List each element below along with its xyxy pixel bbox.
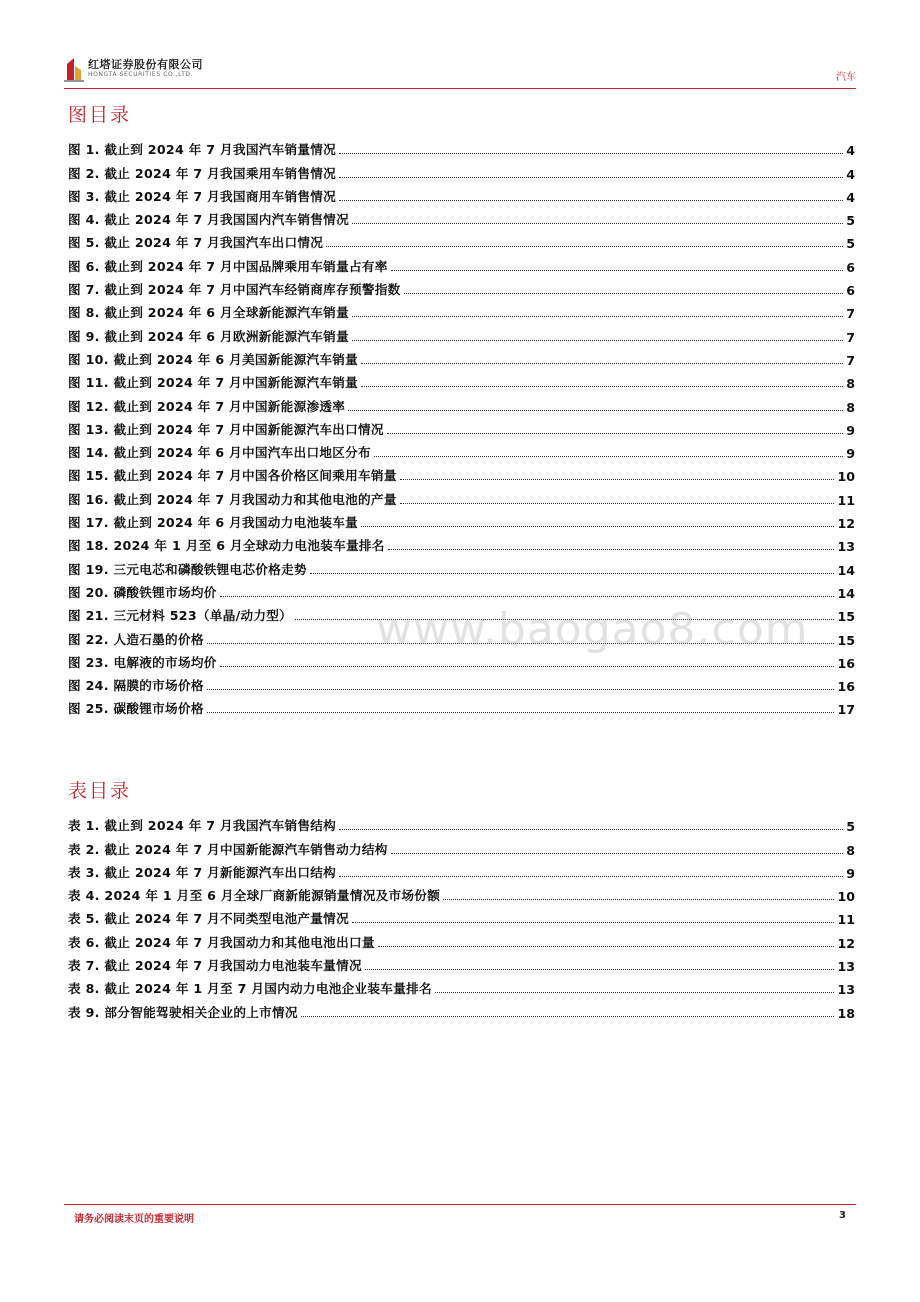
figure-toc-row[interactable]: [68, 368, 855, 391]
toc-entry-label[interactable]: 图 3. 截止 2024 年 7 月我国商用车销售情况: [68, 188, 337, 204]
toc-entry-page[interactable]: 18: [837, 1005, 855, 1021]
toc-entry-label[interactable]: 图 4. 截止 2024 年 7 月我国国内汽车销售情况: [68, 212, 349, 228]
company-logo: [64, 54, 284, 84]
figure-toc-row[interactable]: [68, 438, 855, 461]
figure-toc-row[interactable]: [68, 228, 855, 251]
toc-entry-page[interactable]: 5: [846, 213, 855, 229]
toc-leader-dots: [400, 503, 835, 504]
table-toc-row[interactable]: [68, 927, 855, 950]
figure-toc-row[interactable]: [68, 694, 855, 717]
toc-entry-label[interactable]: 表 4. 2024 年 1 月至 6 月全球厂商新能源销量情况及市场份额: [68, 888, 441, 904]
figure-toc-row[interactable]: [68, 391, 855, 414]
toc-leader-dots: [374, 456, 843, 457]
page-footer: [64, 1204, 856, 1227]
toc-entry-label[interactable]: 表 9. 部分智能驾驶相关企业的上市情况: [68, 1004, 298, 1020]
figures-toc-title: 图目录: [68, 104, 132, 126]
toc-entry-page[interactable]: 8: [846, 399, 855, 415]
toc-entry-label[interactable]: 图 8. 截止到 2024 年 6 月全球新能源汽车销量: [68, 305, 349, 321]
company-name-cn: 红塔证券股份有限公司: [88, 58, 203, 71]
tables-toc-title: 表目录: [68, 780, 132, 802]
toc-entry-label[interactable]: 图 21. 三元材料 523（单晶/动力型）: [68, 608, 293, 624]
toc-leader-dots: [365, 969, 835, 970]
toc-entry-page[interactable]: 9: [846, 446, 855, 462]
figure-toc-row[interactable]: [68, 484, 855, 507]
toc-entry-label[interactable]: 图 10. 截止到 2024 年 6 月美国新能源汽车销量: [68, 351, 359, 367]
toc-entry-label[interactable]: 图 19. 三元电芯和磷酸铁锂电芯价格走势: [68, 561, 307, 577]
toc-entry-page[interactable]: 10: [837, 889, 855, 905]
toc-entry-page[interactable]: 10: [837, 469, 855, 485]
page-number: 3: [839, 1210, 846, 1221]
toc-entry-label[interactable]: 表 7. 截止 2024 年 7 月我国动力电池装车量情况: [68, 958, 362, 974]
toc-leader-dots: [301, 1016, 835, 1017]
toc-entry-label[interactable]: 图 17. 截止到 2024 年 6 月我国动力电池装车量: [68, 515, 359, 531]
toc-entry-page[interactable]: 17: [837, 702, 855, 718]
figure-toc-row[interactable]: [68, 345, 855, 368]
figure-toc-row[interactable]: [68, 321, 855, 344]
toc-leader-dots: [339, 153, 843, 154]
toc-entry-label[interactable]: 图 18. 2024 年 1 月至 6 月全球动力电池装车量排名: [68, 538, 385, 554]
toc-leader-dots: [310, 573, 835, 574]
toc-leader-dots: [435, 992, 835, 993]
toc-entry-page[interactable]: 11: [837, 492, 855, 508]
table-toc-row[interactable]: [68, 881, 855, 904]
figure-toc-row[interactable]: [68, 554, 855, 577]
toc-entry-label[interactable]: 图 20. 磷酸铁锂市场均价: [68, 584, 217, 600]
toc-entry-label[interactable]: 图 1. 截止到 2024 年 7 月我国汽车销量情况: [68, 142, 337, 158]
page-header: [64, 52, 856, 89]
toc-entry-label[interactable]: 图 5. 截止 2024 年 7 月我国汽车出口情况: [68, 235, 324, 251]
toc-leader-dots: [391, 270, 844, 271]
disclaimer-notice: 请务必阅读末页的重要说明: [74, 1214, 194, 1225]
section-label: 汽车: [836, 72, 856, 83]
toc-entry-label[interactable]: 表 1. 截止到 2024 年 7 月我国汽车销售结构: [68, 818, 337, 834]
figure-toc-row[interactable]: [68, 461, 855, 484]
figure-toc-row[interactable]: [68, 275, 855, 298]
toc-leader-dots: [378, 946, 835, 947]
toc-leader-dots: [391, 853, 844, 854]
table-toc-row[interactable]: [68, 811, 855, 834]
figure-toc-row[interactable]: [68, 182, 855, 205]
figure-toc-row[interactable]: [68, 298, 855, 321]
company-name-en: HONGTA SECURITIES CO.,LTD.: [88, 71, 194, 78]
toc-entry-page[interactable]: 14: [837, 562, 855, 578]
toc-entry-page[interactable]: 5: [846, 236, 855, 252]
table-toc-row[interactable]: [68, 834, 855, 857]
toc-leader-dots: [400, 479, 835, 480]
toc-entry-page[interactable]: 8: [846, 376, 855, 392]
toc-entry-page[interactable]: 16: [837, 679, 855, 695]
toc-entry-page[interactable]: 12: [837, 516, 855, 532]
figure-toc-row[interactable]: [68, 671, 855, 694]
toc-entry-page[interactable]: 14: [837, 585, 855, 601]
figure-toc-row[interactable]: [68, 205, 855, 228]
toc-leader-dots: [352, 223, 843, 224]
toc-entry-page[interactable]: 6: [846, 259, 855, 275]
toc-entry-label[interactable]: 图 23. 电解液的市场均价: [68, 654, 217, 670]
toc-entry-label[interactable]: 图 22. 人造石墨的价格: [68, 631, 204, 647]
hongta-logo-icon: [64, 56, 84, 82]
toc-leader-dots: [387, 433, 843, 434]
toc-entry-page[interactable]: 13: [837, 539, 855, 555]
figure-toc-row[interactable]: [68, 415, 855, 438]
toc-entry-page[interactable]: 16: [837, 655, 855, 671]
toc-entry-label[interactable]: 表 8. 截止 2024 年 1 月至 7 月国内动力电池企业装车量排名: [68, 981, 432, 997]
table-toc-row[interactable]: [68, 904, 855, 927]
toc-leader-dots: [207, 712, 835, 713]
toc-entry-page[interactable]: 15: [837, 632, 855, 648]
toc-entry-page[interactable]: 7: [846, 306, 855, 322]
tables-toc-list: [68, 811, 855, 1021]
toc-leader-dots: [404, 293, 844, 294]
toc-entry-page[interactable]: 7: [846, 329, 855, 345]
toc-entry-label[interactable]: 图 13. 截止到 2024 年 7 月中国新能源汽车出口情况: [68, 421, 384, 437]
toc-entry-page[interactable]: 8: [846, 842, 855, 858]
toc-leader-dots: [207, 689, 835, 690]
toc-entry-label[interactable]: 图 2. 截止 2024 年 7 月我国乘用车销售情况: [68, 165, 337, 181]
toc-entry-page[interactable]: 6: [846, 283, 855, 299]
toc-leader-dots: [339, 177, 843, 178]
toc-entry-label[interactable]: 图 24. 隔膜的市场价格: [68, 678, 204, 694]
toc-leader-dots: [443, 899, 834, 900]
toc-entry-page[interactable]: 12: [837, 935, 855, 951]
figure-toc-row[interactable]: [68, 158, 855, 181]
toc-entry-label[interactable]: 图 25. 碳酸锂市场价格: [68, 701, 204, 717]
toc-entry-label[interactable]: 表 6. 截止 2024 年 7 月我国动力和其他电池出口量: [68, 934, 375, 950]
figure-toc-row[interactable]: [68, 531, 855, 554]
toc-entry-label[interactable]: 图 11. 截止到 2024 年 7 月中国新能源汽车销量: [68, 375, 359, 391]
toc-leader-dots: [388, 549, 835, 550]
toc-entry-label[interactable]: 图 6. 截止到 2024 年 7 月中国品牌乘用车销量占有率: [68, 258, 388, 274]
toc-entry-page[interactable]: 5: [846, 819, 855, 835]
figure-toc-row[interactable]: [68, 578, 855, 601]
figure-toc-row[interactable]: [68, 508, 855, 531]
toc-entry-label[interactable]: 表 3. 截止 2024 年 7 月新能源汽车出口结构: [68, 864, 337, 880]
table-toc-row[interactable]: [68, 951, 855, 974]
toc-leader-dots: [352, 922, 834, 923]
toc-entry-label[interactable]: 图 15. 截止到 2024 年 7 月中国各价格区间乘用车销量: [68, 468, 397, 484]
toc-leader-dots: [361, 526, 834, 527]
toc-entry-page[interactable]: 13: [837, 959, 855, 975]
table-toc-row[interactable]: [68, 858, 855, 881]
figure-toc-row[interactable]: [68, 135, 855, 158]
toc-entry-page[interactable]: 9: [846, 422, 855, 438]
toc-entry-page[interactable]: 4: [846, 143, 855, 159]
toc-leader-dots: [352, 340, 843, 341]
toc-leader-dots: [361, 363, 843, 364]
toc-entry-page[interactable]: 4: [846, 166, 855, 182]
toc-entry-label[interactable]: 图 12. 截止到 2024 年 7 月中国新能源渗透率: [68, 398, 346, 414]
toc-leader-dots: [220, 666, 835, 667]
toc-entry-label[interactable]: 图 16. 截止到 2024 年 7 月我国动力和其他电池的产量: [68, 491, 397, 507]
toc-leader-dots: [220, 596, 835, 597]
toc-leader-dots: [339, 829, 843, 830]
toc-entry-page[interactable]: 13: [837, 982, 855, 998]
toc-entry-page[interactable]: 11: [837, 912, 855, 928]
toc-entry-label[interactable]: 表 5. 截止 2024 年 7 月不同类型电池产量情况: [68, 911, 349, 927]
toc-leader-dots: [361, 386, 843, 387]
toc-entry-label[interactable]: 图 9. 截止到 2024 年 6 月欧洲新能源汽车销量: [68, 328, 349, 344]
figure-toc-row[interactable]: [68, 251, 855, 274]
table-toc-row[interactable]: [68, 997, 855, 1020]
toc-entry-page[interactable]: 9: [846, 865, 855, 881]
toc-entry-page[interactable]: 15: [837, 609, 855, 625]
toc-leader-dots: [339, 200, 843, 201]
toc-leader-dots: [339, 876, 843, 877]
toc-entry-label[interactable]: 图 14. 截止到 2024 年 6 月中国汽车出口地区分布: [68, 445, 371, 461]
watermark: www.baogao8.com: [376, 604, 809, 655]
toc-leader-dots: [326, 246, 843, 247]
toc-entry-label[interactable]: 表 2. 截止 2024 年 7 月中国新能源汽车销售动力结构: [68, 841, 388, 857]
toc-entry-page[interactable]: 7: [846, 352, 855, 368]
toc-entry-label[interactable]: 图 7. 截止到 2024 年 7 月中国汽车经销商库存预警指数: [68, 282, 401, 298]
table-toc-row[interactable]: [68, 974, 855, 997]
toc-leader-dots: [352, 316, 843, 317]
toc-leader-dots: [348, 410, 843, 411]
toc-entry-page[interactable]: 4: [846, 189, 855, 205]
